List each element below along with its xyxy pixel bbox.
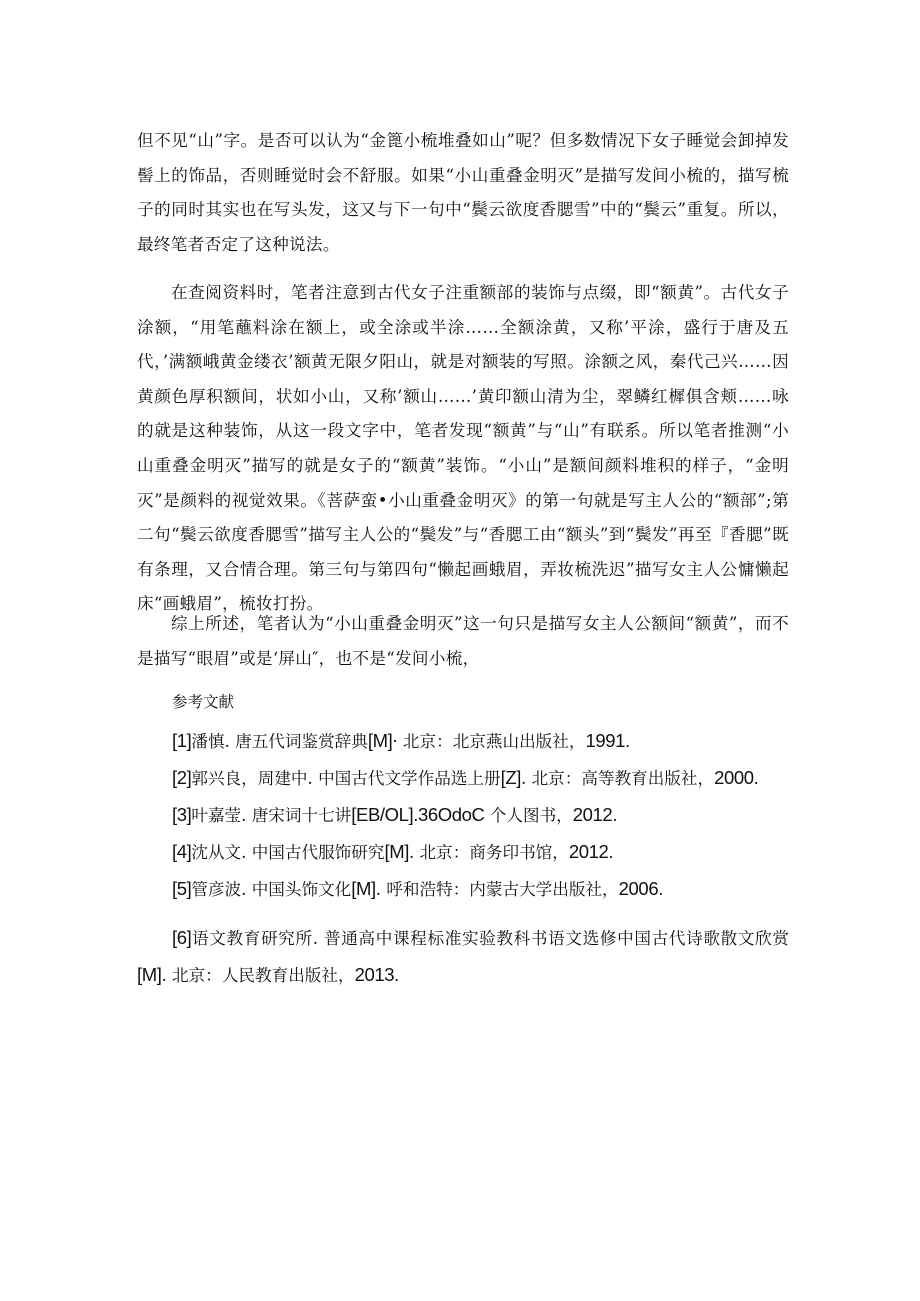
reference-segment: 2013. — [354, 964, 399, 985]
reference-item — [137, 834, 789, 871]
reference-segment: [M] — [367, 730, 393, 751]
reference-segment: 沈从文. 中国古代服饰研究 — [191, 843, 385, 862]
reference-item — [137, 760, 789, 797]
reference-item — [137, 797, 789, 834]
reference-segment: 2000. — [714, 767, 759, 788]
reference-item — [137, 920, 789, 994]
reference-segment: 管彦波. 中国头饰文化 — [191, 880, 352, 899]
reference-segment: [Z] — [500, 767, 522, 788]
reference-segment: 2012. — [568, 841, 614, 862]
body-paragraph-1: 但不见“山”字。是否可以认为“金篦小梳堆叠如山”呢？但多数情况下女子睡觉会卸掉发髻上的饰品，否则睡觉时会不舒服。如果“小山重叠金明灭”是描写发间小梳的，描写梳子的同时其实也在写头发，这又与下一句中“鬓云欲度香腮雪”中的“鬓云”重复。所以，最终笔者否定了这种说法。 — [137, 131, 789, 254]
body-paragraph-3: 综上所述，笔者认为“小山重叠金明灭”这一句只是描写女主人公额间“额黄”，而不是描写“眼眉”或是‘屏山″，也不是“发间小梳， — [137, 614, 789, 668]
reference-segment: . 北京：人民教育出版社， — [161, 966, 355, 985]
reference-segment: · 北京：北京燕山出版社， — [392, 732, 586, 751]
reference-segment: 叶嘉莹. 唐宋词十七讲 — [191, 806, 352, 825]
reference-segment: 语文教育研究所. 普通高中课程标准实验教科书语文选修中国古代诗歌散文欣赏 — [191, 929, 789, 948]
reference-segment: [M] — [137, 964, 162, 985]
reference-segment: 2006. — [618, 878, 663, 899]
reference-segment: 潘慎. 唐五代词鉴赏辞典 — [191, 732, 368, 751]
reference-segment: 郭兴良，周建中. 中国古代文学作品选上册 — [191, 769, 501, 788]
reference-segment: [3] — [172, 804, 192, 825]
reference-segment: . 北京：高等教育出版社， — [521, 769, 715, 788]
reference-segment: [6] — [172, 927, 192, 948]
reference-segment: . 呼和浩特：内蒙古大学出版社， — [375, 880, 619, 899]
reference-segment: [2] — [172, 767, 192, 788]
reference-segment: . 北京：商务印书馆， — [408, 843, 569, 862]
reference-segment: [4] — [172, 841, 192, 862]
reference-item — [137, 723, 789, 760]
reference-segment: 1991. — [585, 730, 630, 751]
reference-segment: [5] — [172, 878, 192, 899]
reference-segment: 个人图书， — [484, 806, 573, 825]
reference-segment: [EB/OL].36OdoC — [351, 804, 485, 825]
reference-segment: 2012. — [572, 804, 618, 825]
reference-item — [137, 871, 789, 908]
reference-segment: [M] — [351, 878, 376, 899]
body-paragraph-2: 在查阅资料时，笔者注意到古代女子注重额部的装饰与点缀，即“额黄”。古代女子涂额，“用笔蘸料涂在额上，或全涂或半涂……全额涂黄，又称’平涂，盛行于唐及五代，’满额峨黄金缕衣’额黄无限夕阳山，就是对额装的写照。涂额之风，秦代己兴……因黄颜色厚积额间，状如小山，又称’额山……’黄印额山清为尘，翠鳞红樨俱含颊……咏的就是这种装饰，从这一段文字中，笔者发现“额黄”与“山”有联系。所以笔者推测“小山重叠金明灭”描写的就是女子的“额黄”装饰。“小山”是额间颜料堆积的样子，“金明灭”是颜料的视觉效果。《菩萨蛮•小山重叠金明灭》的第一句就是写主人公的“额部”;第二句“鬓云欲度香腮雪”描写主人公的“鬓发”与“香腮工由“额头”到“鬓发”再至『香腮”既有条理，又合情合理。第三句与第四句“懒起画蛾眉，弄妆梳洗迟”描写女主人公慵懒起床“画蛾眉”，梳妆打扮。 — [137, 283, 789, 614]
references-heading: 参考文献 — [172, 693, 235, 711]
reference-segment: [M] — [384, 841, 409, 862]
reference-segment: [1] — [172, 730, 192, 751]
